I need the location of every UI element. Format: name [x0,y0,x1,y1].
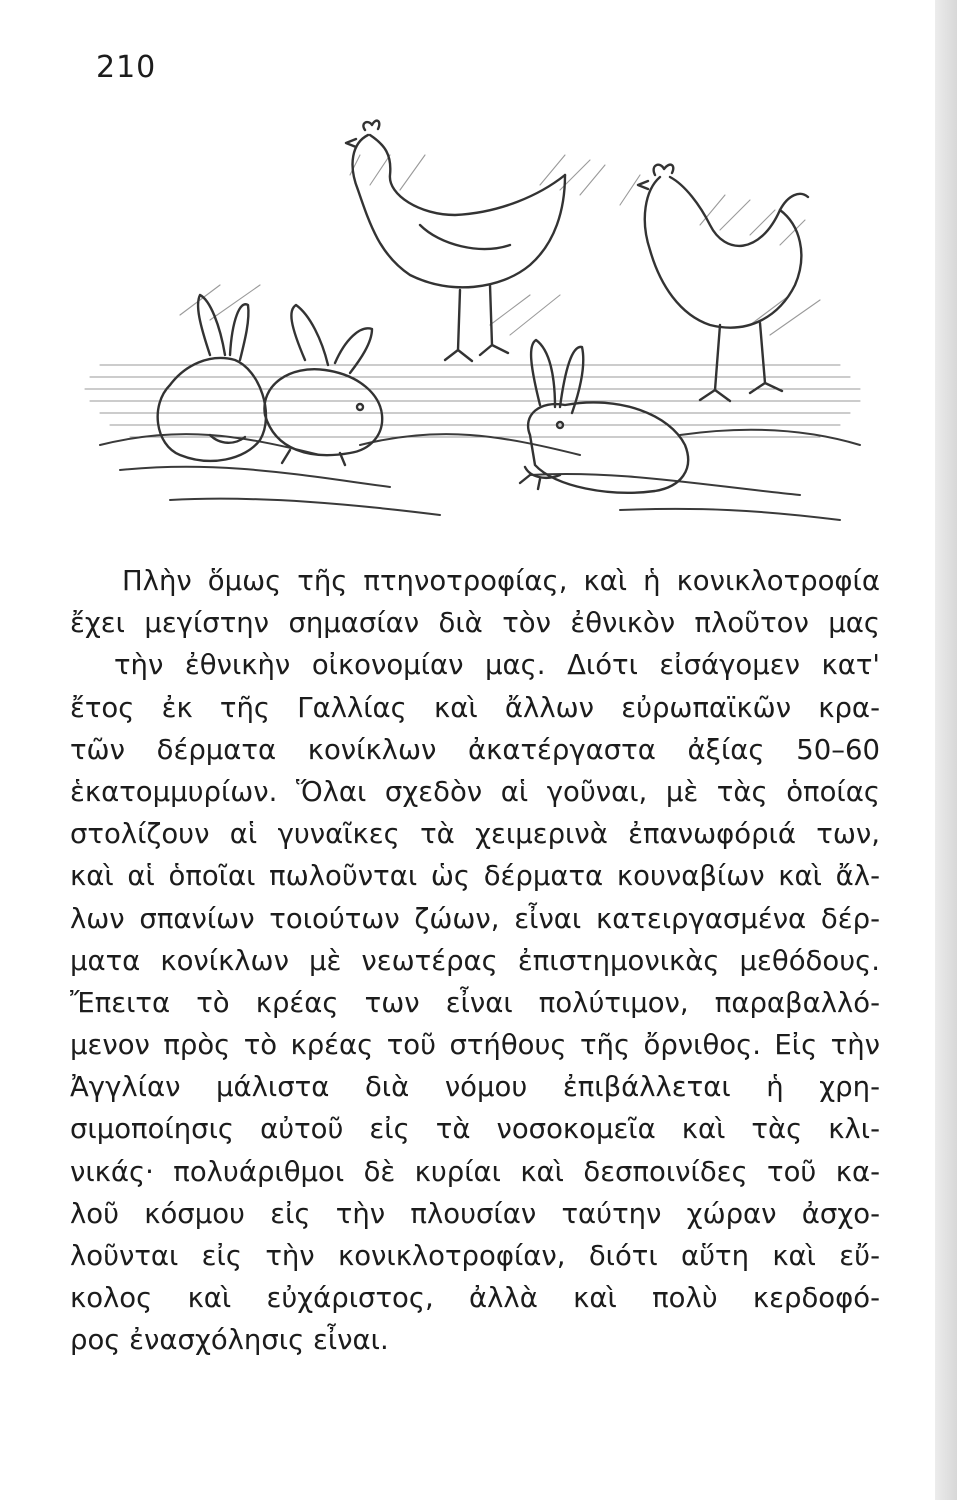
hen-left [346,121,565,361]
text-line: στολίζουν αἱ γυναῖκες τὰ χειμερινὰ ἐπανωφόριά των, [70,818,880,851]
text-line: ἔχει μεγίστην σημασίαν διὰ τὸν ἐθνικὸν πλοῦτον μας [70,607,880,640]
text-line: ρος ἐνασχόλησις εἶναι. [70,1324,389,1357]
text-line: ἑκατομμυρίων. Ὅλαι σχεδὸν αἱ γοῦναι, μὲ τὰς ὁποίας [70,775,880,808]
text-line: λοῦ κόσμου εἰς τὴν πλουσίαν ταύτην χώραν ἀσχο- [70,1197,880,1230]
body-text [70,560,880,1362]
text-line: τὴν ἐθνικὴν οἰκονομίαν μας. Διότι εἰσάγομεν κατ' [114,649,880,682]
text-line: ματα κονίκλων μὲ νεωτέρας ἐπιστημονικὰς μεθόδους. [70,944,880,977]
text-line: μενον πρὸς τὸ κρέας τοῦ στήθους τῆς ὄρνιθος. Εἰς τὴν [70,1029,880,1062]
ground-lines [100,430,860,520]
text-line: λων σπανίων τοιούτων ζώων, εἶναι κατειργασμένα δέρ- [70,902,880,935]
text-line: ἔτος ἐκ τῆς Γαλλίας καὶ ἄλλων εὐρωπαϊκῶν κρα- [70,691,880,724]
page-number: 210 [96,50,157,85]
text-line: τῶν δέρματα κονίκλων ἀκατέργαστα ἀξίας 50–60 [70,733,880,766]
text-line: Πλὴν ὅμως τῆς πτηνοτροφίας, καὶ ἡ κονικλοτροφία [122,565,880,597]
text-line: κολος καὶ εὐχάριστος, ἀλλὰ καὶ πολὺ κερδοφό- [70,1282,880,1315]
page-edge-shadow [935,0,957,1500]
hens-and-rabbits-illustration [60,115,890,530]
text-line: νικάς· πολυάριθμοι δὲ κυρίαι καὶ δεσποινίδες τοῦ κα- [70,1155,880,1188]
rabbit-right [520,340,688,493]
rabbit-left [158,295,266,461]
text-line: σιμοποίησις αὐτοῦ εἰς τὰ νοσοκομεῖα καὶ τὰς κλι- [70,1113,880,1146]
text-line: καὶ αἱ ὁποῖαι πωλοῦνται ὡς δέρματα κουναβίων καὶ ἄλ- [70,860,880,893]
text-line: Ἀγγλίαν μάλιστα διὰ νόμου ἐπιβάλλεται ἡ χρη- [70,1071,880,1104]
text-line: λοῦνται εἰς τὴν κονικλοτροφίαν, διότι αὕτη καὶ εὔ- [70,1240,880,1272]
text-line: Ἔπειτα τὸ κρέας των εἶναι πολύτιμον, παραβαλλό- [70,986,880,1019]
rabbit-middle [264,305,382,465]
